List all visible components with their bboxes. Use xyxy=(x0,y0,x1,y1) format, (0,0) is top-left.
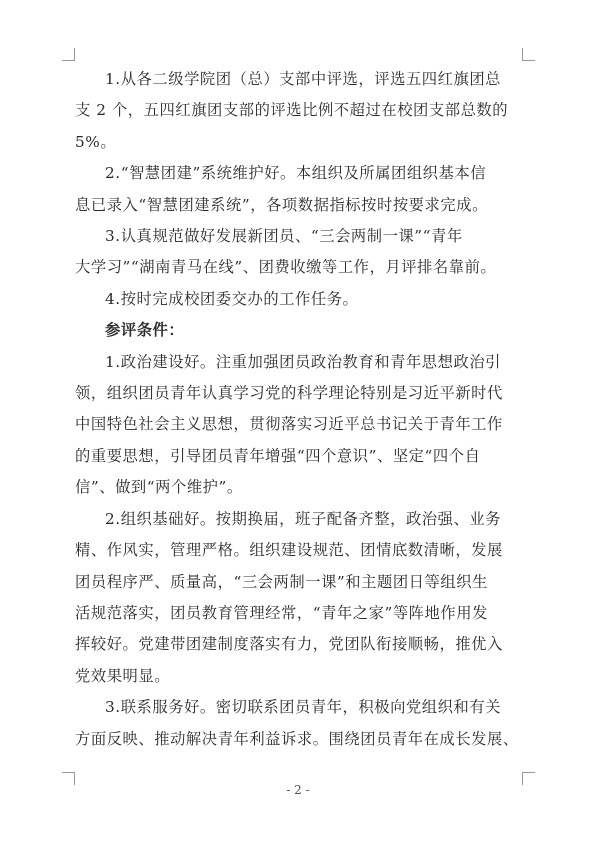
text-line: 的重要思想，引导团员青年增强“四个意识”、坚定“四个自 xyxy=(75,446,481,465)
text-line: 2.组织基础好。按期换届，班子配备齐整，政治强、业务 xyxy=(105,509,502,528)
document-body xyxy=(75,64,522,755)
text-line: 参评条件： xyxy=(105,321,185,340)
text-line: 精、作风实，管理严格。组织建设规范、团情底数清晰，发展 xyxy=(75,541,503,560)
paragraph xyxy=(75,347,522,504)
text-line: 3.认真规范做好发展新团员、“三会两制一课”“青年 xyxy=(105,227,463,246)
text-line: 党效果明显。 xyxy=(75,666,171,685)
paragraph xyxy=(75,504,522,692)
text-line: 2.“智慧团建”系统维护好。本组织及所属团组织基本信 xyxy=(105,164,487,183)
text-line: 挥较好。党建带团建制度落实有力，党团队衔接顺畅，推优入 xyxy=(75,635,503,654)
section-heading xyxy=(75,315,522,346)
text-line: 息已录入“智慧团建系统”，各项数据指标按时按要求完成。 xyxy=(75,195,488,214)
paragraph xyxy=(75,284,522,315)
text-line: 信”、做到“两个维护”。 xyxy=(75,478,243,497)
paragraph xyxy=(75,221,522,284)
text-line: 1.政治建设好。注重加强团员政治教育和青年思想政治引 xyxy=(105,352,502,371)
text-line: 活规范落实，团员教育管理经常，“青年之家”等阵地作用发 xyxy=(75,603,488,622)
text-line: 团员程序严、质量高，“三会两制一课”和主题团日等组织生 xyxy=(75,572,488,591)
corner-mark-top-right xyxy=(522,48,535,61)
text-line: 1.从各二级学院团（总）支部中评选，评选五四红旗团总 xyxy=(105,70,502,88)
text-line: 5%。 xyxy=(75,132,117,151)
corner-mark-top-left xyxy=(62,48,75,61)
paragraph xyxy=(75,692,522,755)
text-line: 支 2 个，五四红旗团支部的评选比例不超过在校团支部总数的 xyxy=(75,101,509,120)
text-line: 4.按时完成校团委交办的工作任务。 xyxy=(105,289,359,308)
paragraph xyxy=(75,158,522,221)
text-line: 领，组织团员青年认真学习党的科学理论特别是习近平新时代 xyxy=(75,384,503,403)
page-number: - 2 - xyxy=(286,783,310,797)
text-line: 方面反映、推动解决青年利益诉求。围绕团员青年在成长发展、 xyxy=(75,729,519,748)
paragraph xyxy=(75,64,522,158)
text-line: 中国特色社会主义思想，贯彻落实习近平总书记关于青年工作 xyxy=(75,415,503,434)
text-line: 大学习”“湖南青马在线”、团费收缴等工作，月评排名靠前。 xyxy=(75,258,497,277)
text-line: 3.联系服务好。密切联系团员青年，积极向党组织和有关 xyxy=(105,698,502,717)
